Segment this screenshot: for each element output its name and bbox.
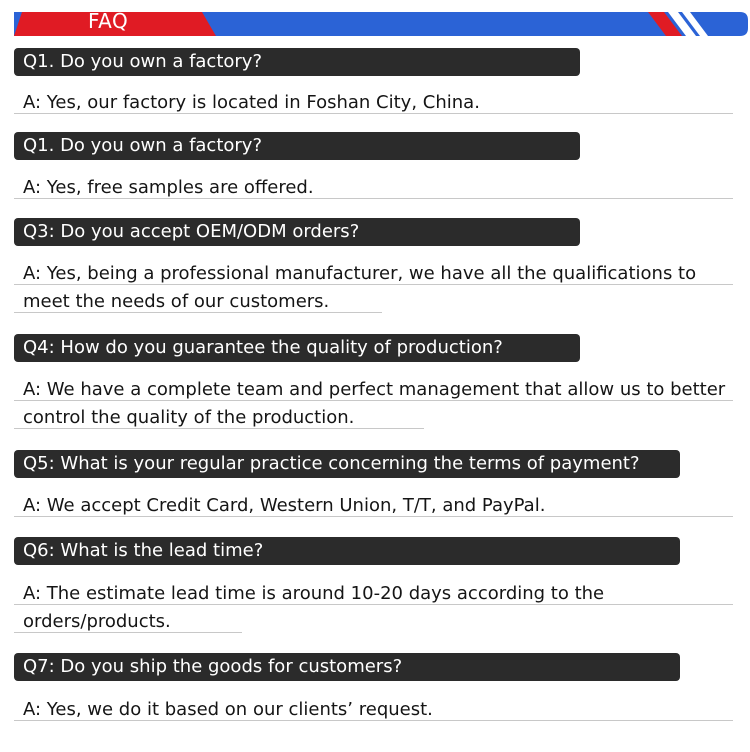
faq-question-2: Q1. Do you own a factory? <box>14 132 580 160</box>
answer-underline <box>14 113 733 114</box>
faq-answer-3-line-1: A: Yes, being a professional manufacturer, we have all the qualifications to <box>23 263 697 284</box>
faq-question-3: Q3: Do you accept OEM/ODM orders? <box>14 218 580 246</box>
faq-question-6: Q6: What is the lead time? <box>14 537 680 565</box>
answer-underline <box>14 720 733 721</box>
faq-question-4: Q4: How do you guarantee the quality of production? <box>14 334 580 362</box>
faq-answer-1-line-1: A: Yes, our factory is located in Foshan City, China. <box>23 92 480 113</box>
answer-underline <box>14 604 733 605</box>
answer-underline <box>14 198 733 199</box>
faq-question-5: Q5: What is your regular practice concerning the terms of payment? <box>14 450 680 478</box>
answer-underline <box>14 312 382 313</box>
page-title: FAQ <box>88 9 129 33</box>
faq-question-7: Q7: Do you ship the goods for customers? <box>14 653 680 681</box>
faq-answer-2-line-1: A: Yes, free samples are offered. <box>23 177 314 198</box>
faq-answer-5-line-1: A: We accept Credit Card, Western Union, T/T, and PayPal. <box>23 495 546 516</box>
faq-answer-4-line-2: control the quality of the production. <box>23 407 355 428</box>
answer-underline <box>14 400 733 401</box>
faq-question-1: Q1. Do you own a factory? <box>14 48 580 76</box>
faq-answer-4-line-1: A: We have a complete team and perfect management that allow us to better <box>23 379 726 400</box>
faq-answer-6-line-1: A: The estimate lead time is around 10-20 days according to the <box>23 583 605 604</box>
answer-underline <box>14 516 733 517</box>
faq-answer-6-line-2: orders/products. <box>23 611 171 632</box>
answer-underline <box>14 632 242 633</box>
faq-answer-3-line-2: meet the needs of our customers. <box>23 291 330 312</box>
answer-underline <box>14 284 733 285</box>
answer-underline <box>14 428 424 429</box>
faq-answer-7-line-1: A: Yes, we do it based on our clients’ request. <box>23 699 433 720</box>
